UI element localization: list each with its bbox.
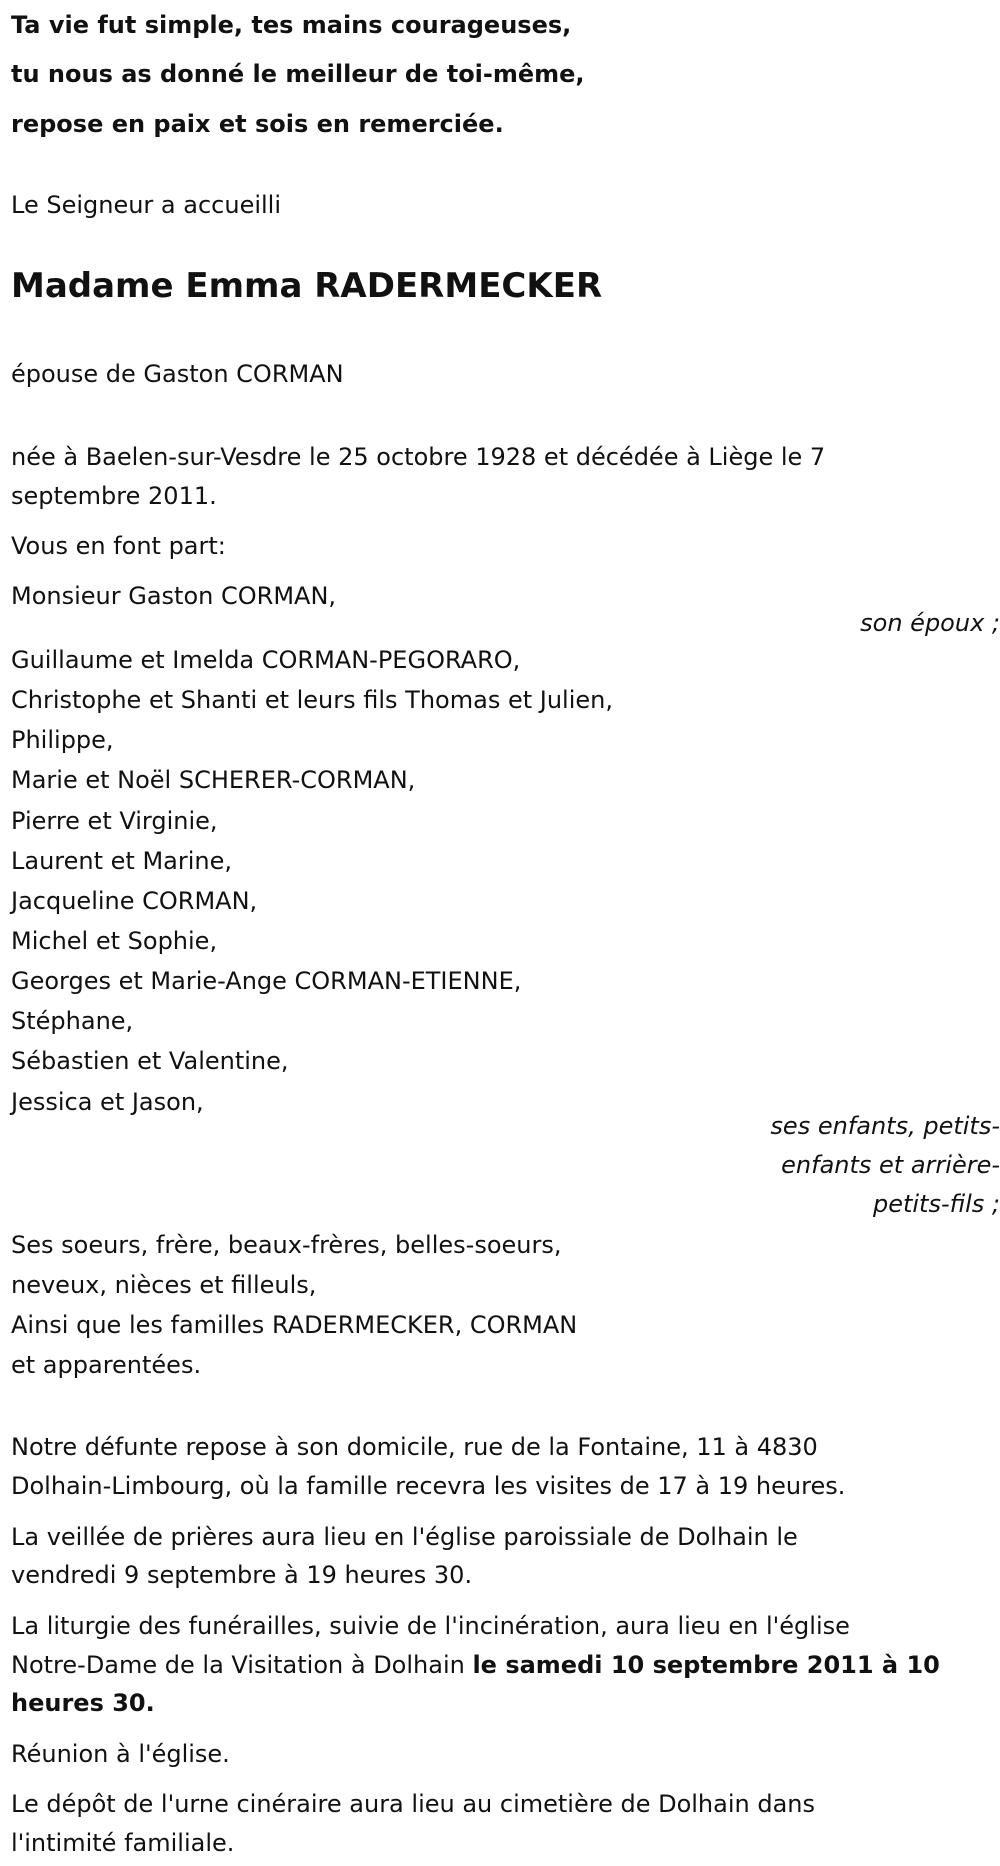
funeral-time: heures 30. — [11, 1689, 155, 1717]
children-role-line-2: enfants et arrière- — [781, 1151, 1000, 1179]
children-role-line-1: ses enfants, petits- — [770, 1112, 1000, 1140]
children-role-line-3: petits-fils ; — [872, 1190, 1000, 1218]
children-line: Stéphane, — [11, 1007, 134, 1035]
children-line: Georges et Marie-Ange CORMAN-ETIENNE, — [11, 967, 522, 995]
funeral-line-1: La liturgie des funérailles, suivie de l'incinération, aura lieu en l'église — [11, 1612, 850, 1640]
vigil-line-2: vendredi 9 septembre à 19 heures 30. — [11, 1561, 473, 1589]
funeral-place: Notre-Dame de la Visitation à Dolhain — [11, 1651, 473, 1679]
children-line: Pierre et Virginie, — [11, 807, 218, 835]
children-line: Jessica et Jason, — [11, 1088, 204, 1116]
deceased-name: Madame Emma RADERMECKER — [11, 266, 603, 306]
husband-name: Monsieur Gaston CORMAN, — [11, 582, 337, 610]
children-line: Guillaume et Imelda CORMAN-PEGORARO, — [11, 646, 521, 674]
meeting-text: Réunion à l'église. — [11, 1740, 230, 1768]
relatives-line: et apparentées. — [11, 1351, 202, 1379]
relatives-line: Ses soeurs, frère, beaux-frères, belles-soeurs, — [11, 1231, 562, 1259]
birth-death-line-1: née à Baelen-sur-Vesdre le 25 octobre 1928 et décédée à Liège le 7 — [11, 443, 826, 471]
spouse-line: épouse de Gaston CORMAN — [11, 360, 344, 388]
funeral-date: le samedi 10 septembre 2011 à 10 — [472, 1651, 940, 1679]
relatives-line: Ainsi que les familles RADERMECKER, CORMAN — [11, 1311, 578, 1339]
birth-death-line-2: septembre 2011. — [11, 482, 217, 510]
children-line: Philippe, — [11, 726, 114, 754]
funeral-line-2 — [11, 1648, 940, 1682]
poem-line-3: repose en paix et sois en remerciée. — [11, 110, 504, 138]
children-line: Michel et Sophie, — [11, 927, 218, 955]
urn-line-1: Le dépôt de l'urne cinéraire aura lieu au cimetière de Dolhain dans — [11, 1790, 816, 1818]
poem-line-1: Ta vie fut simple, tes mains courageuses, — [11, 11, 572, 39]
children-line: Christophe et Shanti et leurs fils Thomas et Julien, — [11, 686, 613, 714]
urn-line-2: l'intimité familiale. — [11, 1829, 235, 1857]
relatives-line: neveux, nièces et filleuls, — [11, 1271, 317, 1299]
children-line: Jacqueline CORMAN, — [11, 887, 258, 915]
announce-text: Vous en font part: — [11, 532, 226, 560]
vigil-line-1: La veillée de prières aura lieu en l'église paroissiale de Dolhain le — [11, 1523, 798, 1551]
children-line: Laurent et Marine, — [11, 847, 233, 875]
children-line: Sébastien et Valentine, — [11, 1047, 289, 1075]
rest-line-2: Dolhain-Limbourg, où la famille recevra les visites de 17 à 19 heures. — [11, 1472, 846, 1500]
husband-role: son époux ; — [860, 609, 1000, 637]
children-line: Marie et Noël SCHERER-CORMAN, — [11, 766, 416, 794]
poem-line-2: tu nous as donné le meilleur de toi-même, — [11, 60, 585, 88]
intro-text: Le Seigneur a accueilli — [11, 191, 282, 219]
rest-line-1: Notre défunte repose à son domicile, rue de la Fontaine, 11 à 4830 — [11, 1433, 818, 1461]
